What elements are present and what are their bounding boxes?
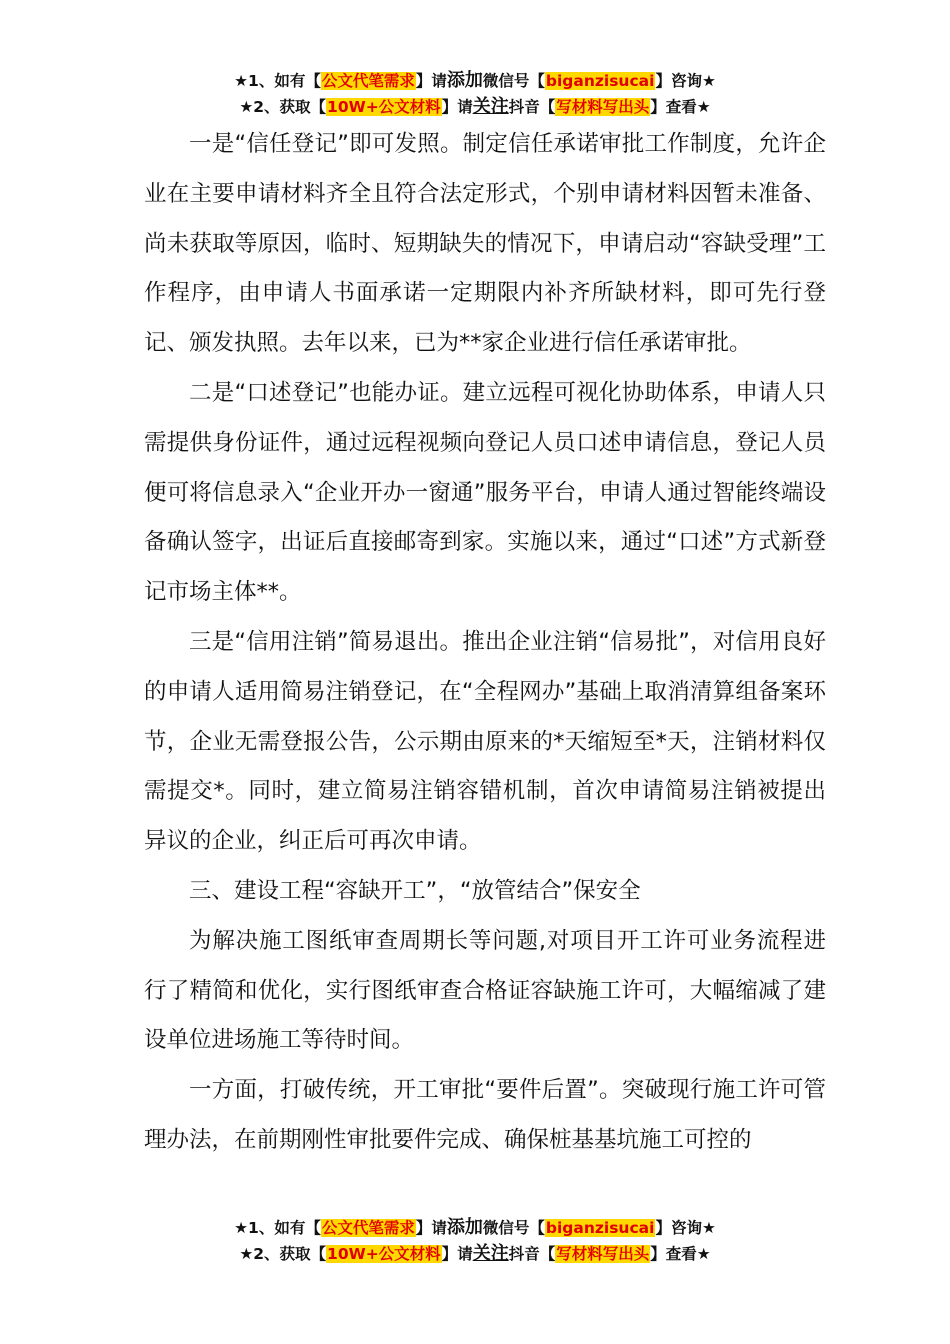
promo-wechat-id: biganzisucai: [545, 1219, 655, 1237]
document-body: [144, 120, 826, 1166]
promo-douyin-id: 写材料写出头: [556, 98, 650, 116]
header-promo-banner: [0, 68, 950, 120]
promo-text: 抖音【: [508, 98, 556, 116]
promo-text: ★1、如有【: [234, 1219, 321, 1237]
promo-line-2: [0, 1241, 950, 1267]
promo-wechat-id: biganzisucai: [545, 72, 655, 90]
promo-emphasis: 关注: [472, 1243, 509, 1264]
promo-text: 】请: [415, 72, 447, 90]
footer-promo-banner: [0, 1215, 950, 1267]
promo-text: ★2、获取【: [239, 1245, 327, 1263]
promo-highlight: 10W+公文材料: [327, 98, 441, 116]
promo-text: 】查看★: [650, 98, 711, 116]
promo-text: ★2、获取【: [239, 98, 327, 116]
paragraph: 一方面，打破传统，开工审批“要件后置”。突破现行施工许可管理办法，在前期刚性审批要件完成、确保桩基基坑施工可控的: [144, 1077, 826, 1153]
promo-line-1: [0, 1215, 950, 1241]
promo-text: 】请: [441, 1245, 473, 1263]
paragraph: 为解决施工图纸审查周期长等问题,对项目开工许可业务流程进行了精简和优化，实行图纸审查合格证容缺施工许可，大幅缩减了建设单位进场施工等待时间。: [144, 927, 826, 1054]
promo-line-1: [0, 68, 950, 94]
promo-line-2: [0, 94, 950, 120]
paragraph: 一是“信任登记”即可发照。制定信任承诺审批工作制度，允许企业在主要申请材料齐全且符合法定形式，个别申请材料因暂未准备、尚未获取等原因，临时、短期缺失的情况下，申请启动“容缺受理”工作程序，由申请人书面承诺一定期限内补齐所缺材料，即可先行登记、颁发执照。去年以来，已为**家企业进行信任承诺审批。: [144, 131, 826, 357]
promo-text: 微信号【: [482, 72, 545, 90]
promo-text: ★1、如有【: [234, 72, 321, 90]
promo-highlight: 公文代笔需求: [321, 1219, 415, 1237]
promo-text: 】咨询★: [655, 1219, 716, 1237]
paragraph: 二是“口述登记”也能办证。建立远程可视化协助体系，申请人只需提供身份证件，通过远程视频向登记人员口述申请信息，登记人员便可将信息录入“企业开办一窗通”服务平台，申请人通过智能终端设备确认签字，出证后直接邮寄到家。实施以来，通过“口述”方式新登记市场主体**。: [144, 379, 826, 606]
promo-douyin-id: 写材料写出头: [556, 1245, 650, 1263]
promo-text: 】查看★: [650, 1245, 711, 1263]
promo-emphasis: 添加: [446, 70, 483, 91]
promo-text: 微信号【: [482, 1219, 545, 1237]
promo-highlight: 10W+公文材料: [327, 1245, 441, 1263]
promo-text: 】请: [415, 1219, 447, 1237]
promo-text: 抖音【: [508, 1245, 556, 1263]
promo-text: 】咨询★: [655, 72, 716, 90]
promo-emphasis: 添加: [446, 1217, 483, 1238]
paragraph: 三是“信用注销”简易退出。推出企业注销“信易批”，对信用良好的申请人适用简易注销登记，在“全程网办”基础上取消清算组备案环节，企业无需登报公告，公示期由原来的*天缩短至*天，注销材料仅需提交*。同时，建立简易注销容错机制，首次申请简易注销被提出异议的企业，纠正后可再次申请。: [144, 628, 826, 855]
promo-text: 】请: [441, 98, 473, 116]
section-heading: 三、建设工程“容缺开工”，“放管结合”保安全: [189, 877, 641, 904]
promo-highlight: 公文代笔需求: [321, 72, 415, 90]
promo-emphasis: 关注: [472, 96, 509, 117]
